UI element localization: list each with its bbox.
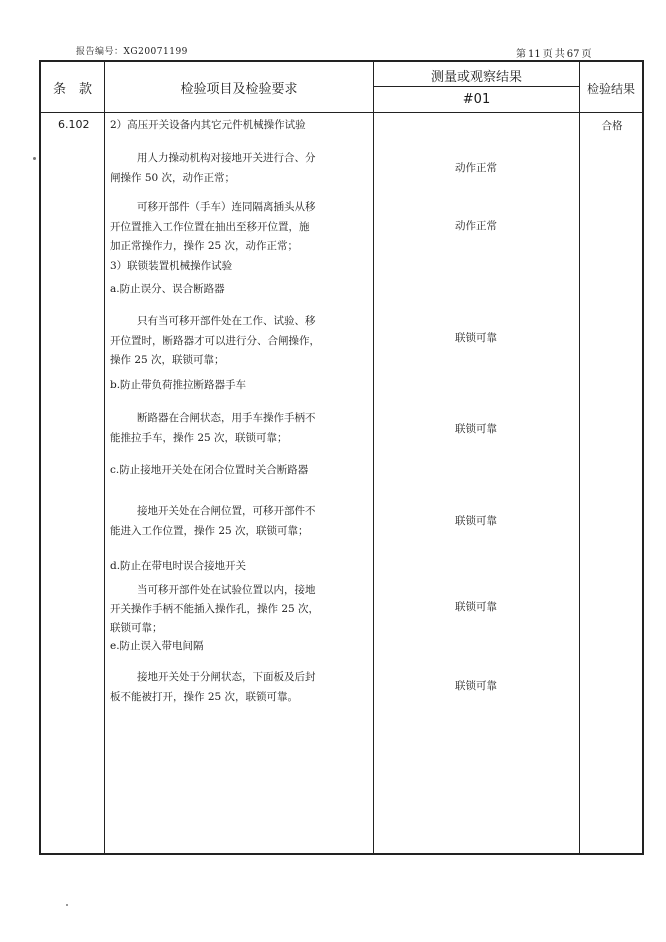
requirement-line: 断路器在合闸状态，用手车操作手柄不 [137, 412, 316, 424]
requirement-line: 闸操作 50 次，动作正常； [110, 172, 236, 184]
result-cell: 动作正常 [455, 162, 497, 174]
result-cell: 联锁可靠 [455, 423, 497, 435]
requirement-line: 用人力操动机构对接地开关进行合、分 [137, 152, 316, 164]
requirement-line: a.防止误分、误合断路器 [110, 283, 225, 295]
result-cell: 联锁可靠 [455, 515, 497, 527]
requirement-line: 板不能被打开，操作 25 次，联锁可靠。 [110, 691, 299, 703]
header-verdict: 检验结果 [586, 82, 635, 96]
scan-speck [66, 904, 68, 906]
requirement-line: 接地开关处于分闸状态，下面板及后封 [137, 671, 316, 683]
requirement-line: 只有当可移开部件处在工作、试验、移 [137, 315, 316, 327]
page-suffix: 页 [581, 49, 592, 60]
requirement-line: 开关操作手柄不能插入操作孔，操作 25 次， [110, 603, 320, 615]
requirement-line: 3）联锁装置机械操作试验 [110, 260, 233, 272]
header-measure: 测量或观察结果 [430, 70, 522, 85]
header-clause: 条 款 [52, 82, 92, 97]
requirement-line: 接地开关处在合闸位置，可移开部件不 [137, 505, 316, 517]
result-cell: 联锁可靠 [455, 680, 497, 692]
report-number: 报告编号：XG20071199 [76, 47, 188, 57]
requirement-line: 可移开部件（手车）连同隔离插头从移 [137, 201, 316, 213]
clause-number: 6.102 [58, 118, 90, 131]
page-current: 11 [528, 49, 541, 60]
requirement-line: 联锁可靠； [110, 622, 163, 634]
requirement-line: 2）高压开关设备内其它元件机械操作试验 [110, 119, 306, 131]
requirement-line: c.防止接地开关处在闭合位置时关合断路器 [110, 464, 309, 476]
header-item: 检验项目及检验要求 [180, 82, 298, 97]
requirement-line: 当可移开部件处在试验位置以内，接地 [137, 584, 316, 596]
requirement-line: d.防止在带电时误合接地开关 [110, 560, 247, 572]
page-prefix: 第 [516, 49, 526, 60]
page-indicator [516, 45, 593, 60]
result-cell: 动作正常 [455, 220, 497, 232]
header-sample: #01 [462, 92, 491, 107]
requirement-line: b.防止带负荷推拉断路器手车 [110, 379, 247, 391]
requirement-line: 操作 25 次，联锁可靠； [110, 354, 225, 366]
requirement-line: 能进入工作位置，操作 25 次，联锁可靠； [110, 525, 309, 537]
result-cell: 联锁可靠 [455, 332, 497, 344]
requirement-line: 开位置时，断路器才可以进行分、合闸操作， [110, 335, 320, 347]
requirement-line: 加正常操作力，操作 25 次，动作正常； [110, 240, 299, 252]
result-cell: 联锁可靠 [455, 601, 497, 613]
requirement-line: e.防止误入带电间隔 [110, 640, 204, 652]
scan-speck [33, 157, 36, 160]
requirement-line: 能推拉手车，操作 25 次，联锁可靠； [110, 432, 288, 444]
requirement-line: 开位置推入工作位置在抽出至移开位置，施 [110, 221, 310, 233]
page-mid: 页 [542, 49, 553, 60]
page-total: 67 [566, 49, 580, 60]
verdict: 合格 [601, 120, 623, 132]
page-total-prefix: 共 [554, 49, 565, 60]
